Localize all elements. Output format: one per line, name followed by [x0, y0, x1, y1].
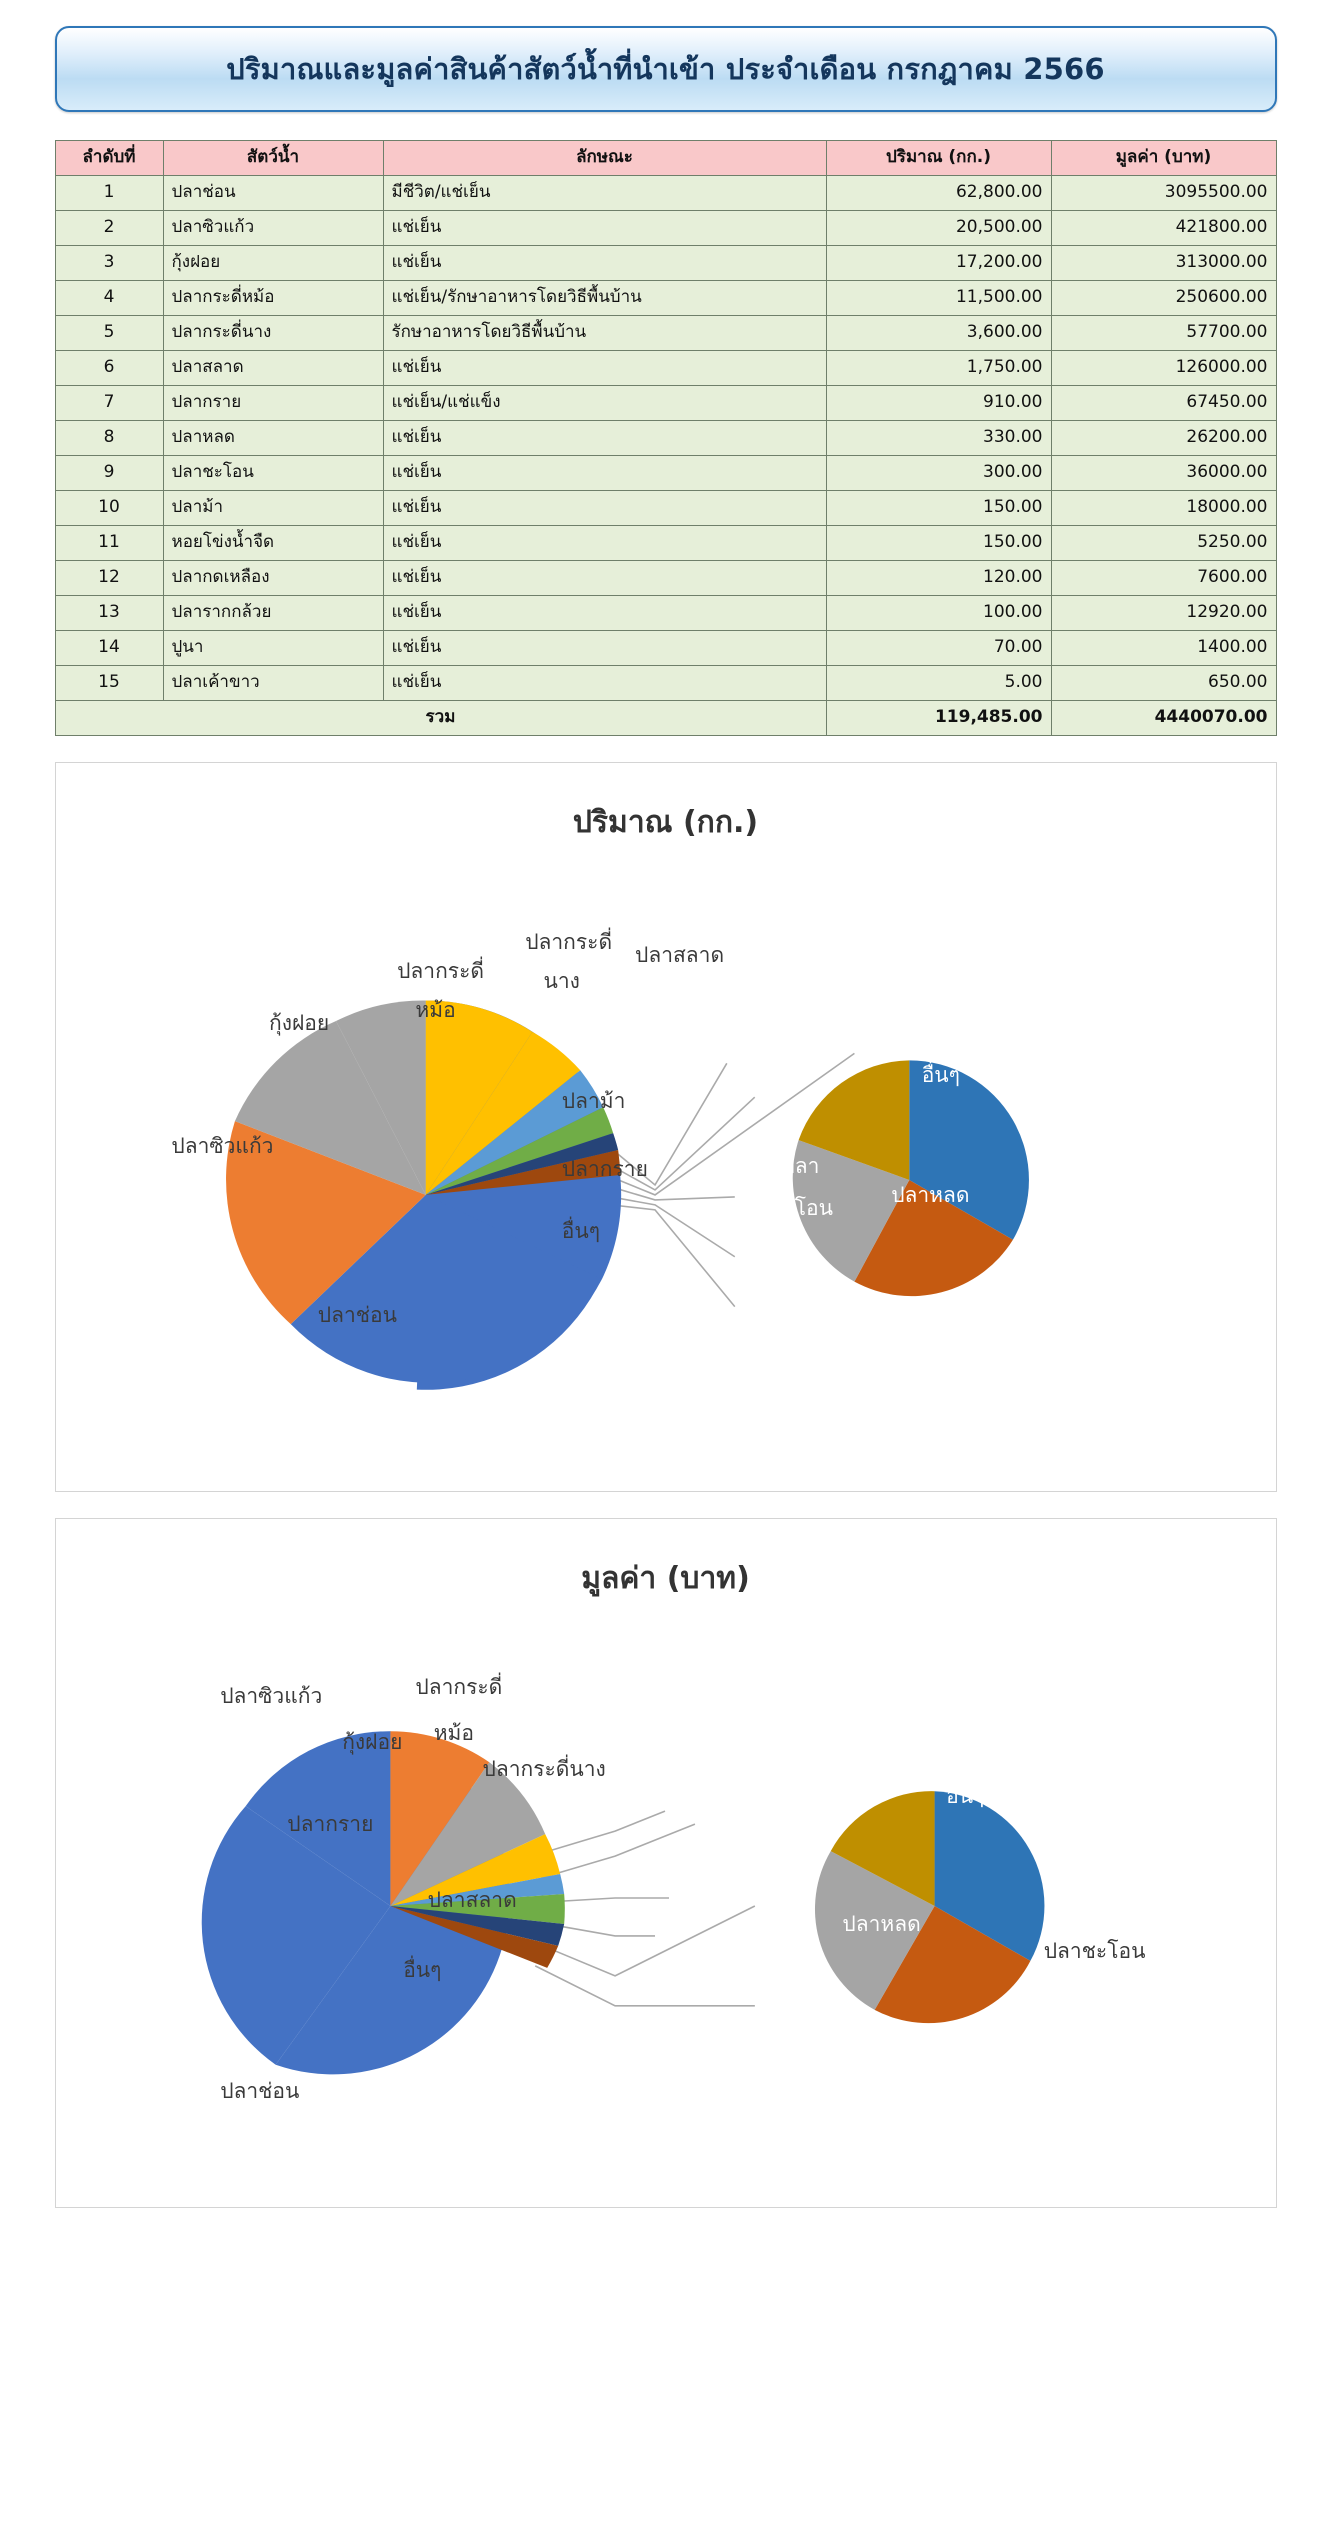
cell-species: ปลากระดี่นาง [163, 316, 383, 351]
table-row [55, 386, 1276, 421]
label-value-pla-kradi-mo-2: หม้อ [433, 1720, 474, 1745]
chart-stage-quantity [56, 846, 1276, 1494]
label-quantity-pla-krai: ปลากราย [561, 1157, 648, 1182]
cell-species: หอยโข่งน้ำจืด [163, 526, 383, 561]
label-value-others: อื่นๆ [403, 1957, 442, 1982]
label-value-pla-krai: ปลากราย [287, 1811, 374, 1836]
cell-value: 313000.00 [1051, 246, 1276, 281]
label-value-pla-siw-kaew: ปลาซิวแก้ว [220, 1684, 323, 1709]
value-secondary-pie [814, 1791, 1043, 2023]
cell-value: 3095500.00 [1051, 176, 1276, 211]
cell-no: 12 [55, 561, 163, 596]
total-quantity: 119,485.00 [826, 701, 1051, 736]
col-header-quantity: ปริมาณ (กก.) [826, 141, 1051, 176]
table-body [55, 176, 1276, 736]
cell-value: 5250.00 [1051, 526, 1276, 561]
label-quantity-sec-pla-lod: ปลาหลด [891, 1182, 970, 1207]
cell-no: 8 [55, 421, 163, 456]
chart-title-quantity: ปริมาณ (กก.) [572, 805, 759, 840]
total-label: รวม [55, 701, 826, 736]
cell-no: 15 [55, 666, 163, 701]
col-header-species: สัตว์น้ำ [163, 141, 383, 176]
cell-characteristic: แช่เย็น [383, 596, 826, 631]
table-row [55, 211, 1276, 246]
cell-value: 26200.00 [1051, 421, 1276, 456]
cell-characteristic: แช่เย็น [383, 211, 826, 246]
cell-no: 5 [55, 316, 163, 351]
label-quantity-others: อื่นๆ [561, 1218, 601, 1243]
label-value-sec-others: อื่นๆ [946, 1784, 985, 1809]
label-quantity-pla-ma: ปลาม้า [561, 1089, 626, 1113]
cell-no: 11 [55, 526, 163, 561]
label-value-pla-kradi-mo-1: ปลากระดี่ [415, 1674, 503, 1699]
cell-quantity: 70.00 [826, 631, 1051, 666]
label-value-pla-chon: ปลาช่อน [220, 2079, 300, 2104]
table-row [55, 246, 1276, 281]
cell-no: 6 [55, 351, 163, 386]
table-row [55, 351, 1276, 386]
table-row [55, 526, 1276, 561]
cell-characteristic: รักษาอาหารโดยวิธีพื้นบ้าน [383, 316, 826, 351]
cell-characteristic: แช่เย็น [383, 421, 826, 456]
table-row [55, 491, 1276, 526]
aquatic-import-table [55, 140, 1277, 736]
cell-value: 12920.00 [1051, 596, 1276, 631]
table-row [55, 421, 1276, 456]
quantity-secondary-pie [792, 1060, 1028, 1296]
cell-no: 10 [55, 491, 163, 526]
label-quantity-sec-pla-cha-on-1: ปลา [781, 1153, 820, 1178]
cell-characteristic: แช่เย็น [383, 351, 826, 386]
cell-quantity: 120.00 [826, 561, 1051, 596]
cell-no: 13 [55, 596, 163, 631]
cell-species: ปลากราย [163, 386, 383, 421]
label-quantity-pla-siw-kaew: ปลาซิวแก้ว [171, 1134, 274, 1159]
cell-no: 9 [55, 456, 163, 491]
table-header-row [55, 141, 1276, 176]
cell-species: ปลาม้า [163, 491, 383, 526]
table-total-row [55, 701, 1276, 736]
cell-quantity: 300.00 [826, 456, 1051, 491]
table-row [55, 631, 1276, 666]
cell-quantity: 1,750.00 [826, 351, 1051, 386]
label-quantity-sec-pla-cha-on-2: ชะโอน [769, 1195, 833, 1220]
label-quantity-pla-kradi-nang-2: นาง [543, 969, 580, 994]
data-table-wrapper [55, 140, 1277, 736]
cell-species: ปลาช่อน [163, 176, 383, 211]
table-row [55, 316, 1276, 351]
cell-no: 1 [55, 176, 163, 211]
cell-quantity: 330.00 [826, 421, 1051, 456]
cell-no: 14 [55, 631, 163, 666]
cell-value: 57700.00 [1051, 316, 1276, 351]
table-row [55, 281, 1276, 316]
cell-species: ปลาชะโอน [163, 456, 383, 491]
cell-no: 4 [55, 281, 163, 316]
cell-characteristic: แช่เย็น [383, 631, 826, 666]
cell-characteristic: แช่เย็น [383, 491, 826, 526]
cell-characteristic: แช่เย็น [383, 246, 826, 281]
cell-characteristic: มีชีวิต/แช่เย็น [383, 176, 826, 211]
cell-quantity: 3,600.00 [826, 316, 1051, 351]
label-quantity-sec-others: อื่นๆ [921, 1063, 960, 1088]
quantity-pie-slices [226, 1001, 621, 1383]
cell-species: ปลาสลาด [163, 351, 383, 386]
label-value-kung-foi: กุ้งฝอย [342, 1729, 403, 1754]
label-quantity-pla-kradi-mo-1: ปลากระดี่ [397, 959, 484, 984]
cell-species: ปลากดเหลือง [163, 561, 383, 596]
cell-no: 7 [55, 386, 163, 421]
label-value-sec-pla-lod: ปลาหลด [842, 1912, 921, 1937]
cell-characteristic: แช่เย็น [383, 561, 826, 596]
label-quantity-pla-salad: ปลาสลาด [635, 943, 725, 968]
cell-quantity: 150.00 [826, 491, 1051, 526]
chart-panel-value [55, 1518, 1277, 2208]
cell-characteristic: แช่เย็น/แช่แข็ง [383, 386, 826, 421]
label-value-sec-pla-ma: ปลาม้า [793, 1772, 858, 1797]
table-row [55, 176, 1276, 211]
label-quantity-pla-chon: ปลาช่อน [317, 1302, 398, 1327]
chart-panel-quantity [55, 762, 1277, 1492]
label-quantity-pla-kradi-nang-1: ปลากระดี่ [525, 930, 613, 955]
cell-species: ปูนา [163, 631, 383, 666]
label-quantity-pla-kradi-mo-2: หม้อ [415, 998, 456, 1023]
cell-species: ปลาเค้าขาว [163, 666, 383, 701]
cell-species: ปลาหลด [163, 421, 383, 456]
cell-value: 7600.00 [1051, 561, 1276, 596]
cell-quantity: 5.00 [826, 666, 1051, 701]
chart-stage-value [56, 1602, 1276, 2210]
cell-characteristic: แช่เย็น [383, 526, 826, 561]
cell-quantity: 20,500.00 [826, 211, 1051, 246]
cell-value: 1400.00 [1051, 631, 1276, 666]
col-header-characteristic: ลักษณะ [383, 141, 826, 176]
cell-no: 2 [55, 211, 163, 246]
cell-no: 3 [55, 246, 163, 281]
table-row [55, 561, 1276, 596]
page-title-banner [55, 26, 1277, 112]
cell-species: ปลากระดี่หม้อ [163, 281, 383, 316]
cell-characteristic: แช่เย็น [383, 456, 826, 491]
cell-value: 126000.00 [1051, 351, 1276, 386]
label-value-pla-kradi-nang: ปลากระดี่นาง [482, 1757, 606, 1782]
col-header-no: ลำดับที่ [55, 141, 163, 176]
cell-quantity: 62,800.00 [826, 176, 1051, 211]
table-row [55, 596, 1276, 631]
cell-value: 67450.00 [1051, 386, 1276, 421]
cell-species: ปลาซิวแก้ว [163, 211, 383, 246]
total-value: 4440070.00 [1051, 701, 1276, 736]
cell-value: 18000.00 [1051, 491, 1276, 526]
cell-quantity: 910.00 [826, 386, 1051, 421]
cell-value: 250600.00 [1051, 281, 1276, 316]
col-header-value: มูลค่า (บาท) [1051, 141, 1276, 176]
chart-title-value: มูลค่า (บาท) [581, 1561, 750, 1596]
cell-value: 36000.00 [1051, 456, 1276, 491]
label-value-sec-pla-cha-on: ปลาชะโอน [1043, 1939, 1146, 1964]
cell-species: กุ้งฝอย [163, 246, 383, 281]
label-value-pla-salad: ปลาสลาด [427, 1887, 517, 1912]
cell-characteristic: แช่เย็น/รักษาอาหารโดยวิธีพื้นบ้าน [383, 281, 826, 316]
cell-characteristic: แช่เย็น [383, 666, 826, 701]
table-row [55, 666, 1276, 701]
cell-quantity: 100.00 [826, 596, 1051, 631]
page-title: ปริมาณและมูลค่าสินค้าสัตว์น้ำที่นำเข้า ประจำเดือน กรกฎาคม 2566 [226, 52, 1105, 86]
table-header [55, 141, 1276, 176]
cell-quantity: 11,500.00 [826, 281, 1051, 316]
cell-value: 650.00 [1051, 666, 1276, 701]
cell-quantity: 17,200.00 [826, 246, 1051, 281]
cell-species: ปลารากกล้วย [163, 596, 383, 631]
label-quantity-kung-foi: กุ้งฝอย [269, 1011, 330, 1036]
cell-quantity: 150.00 [826, 526, 1051, 561]
table-row [55, 456, 1276, 491]
cell-value: 421800.00 [1051, 211, 1276, 246]
